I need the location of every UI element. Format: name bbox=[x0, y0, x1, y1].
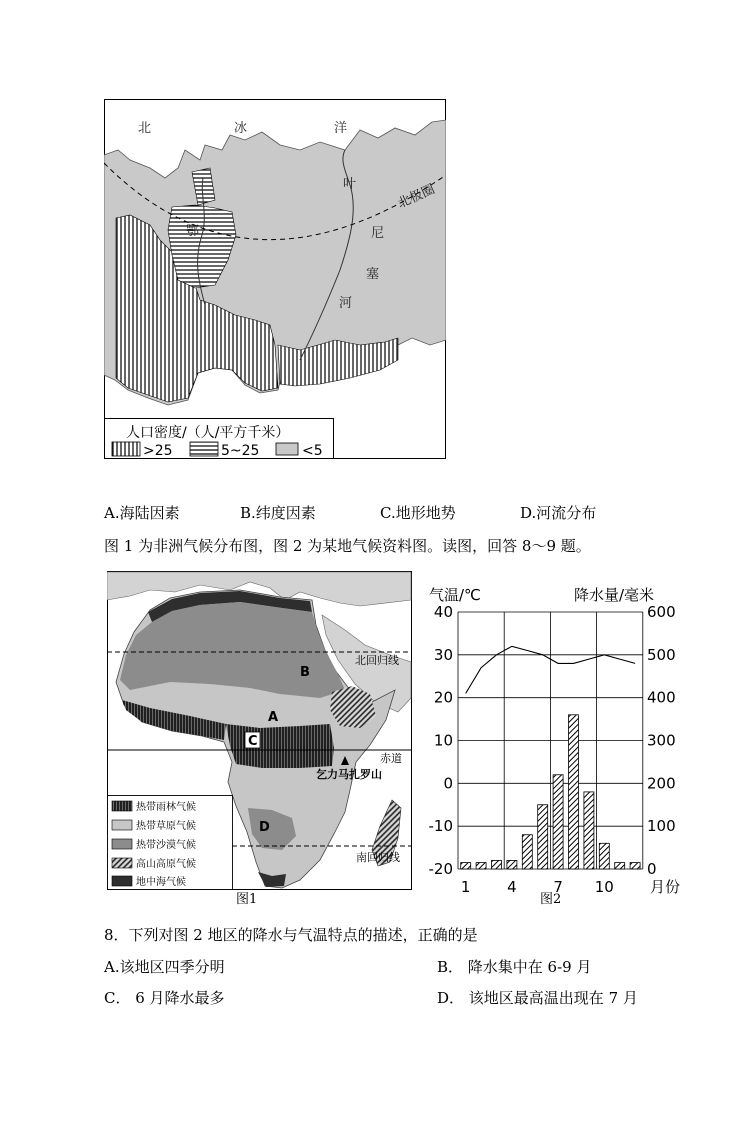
q7-option-b: B.纬度因素 bbox=[240, 504, 316, 522]
precipitation-bar bbox=[569, 715, 579, 869]
map1-legend bbox=[105, 419, 334, 460]
right-tick-label: 200 bbox=[647, 774, 676, 793]
precipitation-bar bbox=[553, 775, 563, 869]
q8-option-b: B． 降水集中在 6-9 月 bbox=[437, 958, 592, 976]
kilimanjaro-label: 乞力马扎罗山 bbox=[316, 768, 382, 781]
rainforest-zone-central bbox=[226, 724, 334, 768]
q7-option-a: A.海陆因素 bbox=[104, 504, 180, 522]
legend-swatch-rainforest bbox=[112, 801, 132, 811]
q7-option-c: C.地形地势 bbox=[380, 504, 456, 522]
point-c-label: C bbox=[248, 734, 258, 749]
x-tick-label: 4 bbox=[507, 878, 517, 896]
river-label-4: 河 bbox=[339, 296, 353, 311]
river-label-3: 塞 bbox=[366, 267, 380, 282]
legend-label-highland: 高山高原气候 bbox=[136, 859, 196, 870]
tropic-cancer-label: 北回归线 bbox=[355, 654, 399, 667]
legend-swatch-dense bbox=[112, 442, 140, 456]
figure2-caption: 图2 bbox=[540, 892, 562, 907]
precipitation-bar bbox=[522, 835, 532, 869]
equator-label: 赤道 bbox=[380, 752, 402, 765]
river-label-2: 尼 bbox=[371, 226, 385, 241]
chart-plot-area bbox=[429, 603, 681, 896]
legend-label-sparse: <5 bbox=[302, 443, 323, 459]
point-d-label: D bbox=[259, 820, 270, 835]
legend-label-mediterranean: 地中海气候 bbox=[136, 877, 186, 888]
map2-legend bbox=[108, 796, 233, 890]
precipitation-bar bbox=[630, 863, 640, 869]
right-axis-title: 降水量/毫米 bbox=[574, 586, 655, 604]
precipitation-bar bbox=[599, 843, 609, 869]
ocean-label-1: 北 bbox=[138, 121, 152, 136]
precipitation-bar bbox=[584, 792, 594, 869]
legend-swatch-highland bbox=[112, 858, 132, 868]
tropic-capricorn-label: 南回归线 bbox=[356, 851, 400, 864]
ob-river-label: 鄂 bbox=[186, 224, 200, 239]
right-tick-label: 0 bbox=[647, 860, 657, 878]
precipitation-bar bbox=[615, 863, 625, 869]
x-tick-label: 1 bbox=[460, 878, 471, 896]
x-axis-title: 月份 bbox=[650, 878, 681, 896]
legend-label-medium: 5~25 bbox=[221, 443, 260, 459]
legend-swatch-medium bbox=[190, 442, 218, 456]
ocean-label-3: 洋 bbox=[334, 121, 348, 136]
river-label-1: 叶 bbox=[343, 177, 357, 192]
intro-text: 图 1 为非洲气候分布图，图 2 为某地气候资料图。读图，回答 8～9 题。 bbox=[104, 537, 591, 555]
q8-stem: 8．下列对图 2 地区的降水与气温特点的描述，正确的是 bbox=[104, 926, 478, 944]
legend-label-desert: 热带沙漠气候 bbox=[136, 840, 196, 851]
precipitation-bar bbox=[538, 805, 548, 869]
point-b-label: B bbox=[300, 665, 310, 680]
q8-option-a: A.该地区四季分明 bbox=[104, 958, 225, 976]
precipitation-bar bbox=[476, 863, 486, 869]
x-tick-label: 10 bbox=[594, 878, 614, 896]
left-tick-label: -20 bbox=[428, 860, 453, 878]
left-tick-label: 40 bbox=[433, 603, 453, 621]
left-tick-label: 20 bbox=[433, 688, 453, 707]
arctic-circle-label: 北极圈 bbox=[395, 182, 438, 212]
left-tick-label: 30 bbox=[433, 645, 453, 664]
right-tick-label: 400 bbox=[647, 688, 676, 707]
figure1-caption: 图1 bbox=[236, 892, 258, 907]
precipitation-bar bbox=[507, 860, 517, 869]
q8-option-c: C． 6 月降水最多 bbox=[104, 989, 225, 1007]
left-tick-label: 0 bbox=[443, 774, 453, 793]
right-tick-label: 100 bbox=[647, 817, 676, 836]
q7-option-d: D.河流分布 bbox=[520, 504, 597, 522]
ocean-label-2: 冰 bbox=[234, 121, 248, 136]
legend-swatch-desert bbox=[112, 839, 132, 849]
x-tick-label: 7 bbox=[553, 878, 563, 896]
legend-swatch-mediterranean bbox=[112, 876, 132, 886]
climate-chart bbox=[420, 578, 705, 900]
right-tick-label: 600 bbox=[647, 603, 676, 621]
left-axis-title: 气温/℃ bbox=[429, 586, 481, 604]
right-tick-label: 300 bbox=[647, 731, 676, 750]
left-tick-label: -10 bbox=[428, 817, 453, 836]
precipitation-bar bbox=[461, 863, 471, 869]
right-tick-label: 500 bbox=[647, 645, 676, 664]
precipitation-bar bbox=[492, 860, 502, 869]
legend-swatch-savanna bbox=[112, 820, 132, 830]
left-tick-label: 10 bbox=[433, 731, 453, 750]
point-a-label: A bbox=[268, 710, 279, 725]
population-density-map bbox=[104, 99, 446, 460]
legend-title: 人口密度/（人/平方千米） bbox=[126, 425, 290, 441]
legend-label-savanna: 热带草原气候 bbox=[136, 821, 196, 832]
legend-label-dense: >25 bbox=[143, 443, 173, 459]
q8-option-d: D． 该地区最高温出现在 7 月 bbox=[437, 989, 638, 1007]
africa-climate-map bbox=[107, 571, 412, 891]
legend-label-rainforest: 热带雨林气候 bbox=[136, 802, 196, 813]
legend-swatch-sparse bbox=[276, 443, 298, 455]
